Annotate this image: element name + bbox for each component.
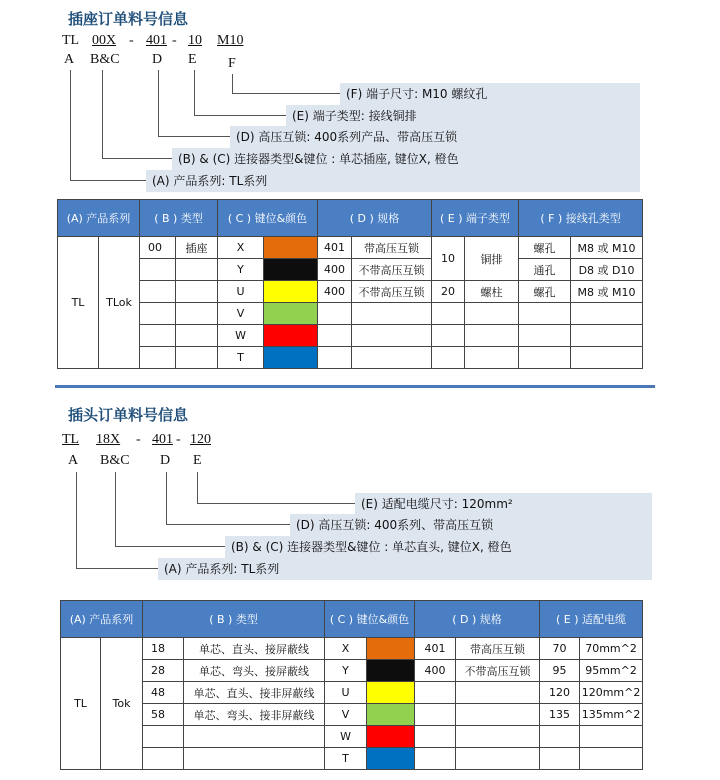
table-row xyxy=(61,704,643,726)
socket-code-part: M10 xyxy=(217,33,244,48)
table-row xyxy=(61,726,643,748)
type-code-cell: 58 xyxy=(143,704,184,726)
socket-code-part: 00X xyxy=(92,33,117,48)
hole-type-cell: 螺孔 xyxy=(519,237,571,259)
socket-code-part: TL xyxy=(62,33,80,48)
type-name-cell: 单芯、弯头、接非屏蔽线 xyxy=(184,704,325,726)
header-type: ( B ) 类型 xyxy=(140,200,218,237)
key-cell: Y xyxy=(325,660,367,682)
plug-code-part: - xyxy=(136,432,141,447)
table-row xyxy=(58,237,643,259)
hole-size-cell: D8 或 D10 xyxy=(571,259,643,281)
hole-size-cell: M8 或 M10 xyxy=(571,237,643,259)
header-spec: ( D ) 规格 xyxy=(318,200,432,237)
color-swatch-green xyxy=(264,303,318,325)
key-cell: V xyxy=(218,303,264,325)
color-swatch-blue xyxy=(264,347,318,369)
table-row xyxy=(61,660,643,682)
series-a-cell: TL xyxy=(61,638,101,770)
header-key-color: ( C ) 键位&颜色 xyxy=(325,601,415,638)
hole-type-cell: 通孔 xyxy=(519,259,571,281)
socket-code-letter: A xyxy=(64,52,75,67)
color-swatch-red xyxy=(264,325,318,347)
socket-code-letter: E xyxy=(188,52,197,67)
terminal-name-cell: 铜排 xyxy=(465,237,519,281)
type-code-cell: 48 xyxy=(143,682,184,704)
plug-legend-d: (D) 高压互锁: 400系列、带高压互锁 xyxy=(290,514,652,536)
key-cell: W xyxy=(325,726,367,748)
table-row xyxy=(61,638,643,660)
header-cable: ( E ) 适配电缆 xyxy=(540,601,643,638)
table-row xyxy=(58,347,643,369)
spec-desc-cell: 带高压互锁 xyxy=(352,237,432,259)
key-cell: X xyxy=(325,638,367,660)
section-divider xyxy=(55,385,655,388)
color-swatch-black xyxy=(264,259,318,281)
plug-code-part: TL xyxy=(62,432,80,447)
color-swatch-green xyxy=(367,704,415,726)
key-cell: T xyxy=(218,347,264,369)
color-swatch-orange xyxy=(367,638,415,660)
type-code-cell: 18 xyxy=(143,638,184,660)
socket-legend-bc: (B) & (C) 连接器类型&键位 : 单芯插座, 键位X, 橙色 xyxy=(172,148,640,170)
header-key-color: ( C ) 键位&颜色 xyxy=(218,200,318,237)
spec-code-cell: 401 xyxy=(318,237,352,259)
type-name-cell: 单芯、直头、接屏蔽线 xyxy=(184,638,325,660)
hole-size-cell: M8 或 M10 xyxy=(571,281,643,303)
type-code-cell: 00 xyxy=(140,237,176,259)
series-b-cell: TLok xyxy=(99,237,140,369)
terminal-code-cell: 20 xyxy=(432,281,465,303)
cable-code-cell: 120 xyxy=(540,682,580,704)
series-a-cell: TL xyxy=(58,237,99,369)
spec-desc-cell: 不带高压互锁 xyxy=(352,259,432,281)
header-product-series: (A) 产品系列 xyxy=(58,200,140,237)
terminal-name-cell: 螺柱 xyxy=(465,281,519,303)
plug-spec-table xyxy=(60,600,643,770)
type-code-cell: 28 xyxy=(143,660,184,682)
cable-size-cell: 135mm^2 xyxy=(580,704,643,726)
key-cell: T xyxy=(325,748,367,770)
socket-code-part: - xyxy=(129,33,134,48)
table-row xyxy=(61,682,643,704)
socket-code-part: 401 xyxy=(146,33,167,48)
header-spec: ( D ) 规格 xyxy=(415,601,540,638)
spec-desc-cell: 带高压互锁 xyxy=(456,638,540,660)
key-cell: X xyxy=(218,237,264,259)
key-cell: U xyxy=(218,281,264,303)
cable-size-cell: 95mm^2 xyxy=(580,660,643,682)
socket-code-part: - xyxy=(172,33,177,48)
header-terminal-type: ( E ) 端子类型 xyxy=(432,200,519,237)
socket-legend-e: (E) 端子类型: 接线铜排 xyxy=(286,105,640,127)
color-swatch-orange xyxy=(264,237,318,259)
table-row xyxy=(58,281,643,303)
plug-code-letter: E xyxy=(193,453,202,468)
table-row xyxy=(58,325,643,347)
plug-code-part: 401 xyxy=(152,432,173,447)
color-swatch-yellow xyxy=(367,682,415,704)
plug-legend-e: (E) 适配电缆尺寸: 120mm² xyxy=(355,493,652,515)
spec-code-cell: 400 xyxy=(318,259,352,281)
socket-code-letter: B&C xyxy=(90,52,120,67)
socket-code-letter: D xyxy=(152,52,163,67)
key-cell: V xyxy=(325,704,367,726)
cable-size-cell: 120mm^2 xyxy=(580,682,643,704)
color-swatch-red xyxy=(367,726,415,748)
plug-code-part: 18X xyxy=(96,432,121,447)
socket-legend-a: (A) 产品系列: TL系列 xyxy=(146,170,640,192)
spec-code-cell: 401 xyxy=(415,638,456,660)
plug-code-part: - xyxy=(176,432,181,447)
plug-legend-bc: (B) & (C) 连接器类型&键位 : 单芯直头, 键位X, 橙色 xyxy=(225,536,652,558)
cable-code-cell: 70 xyxy=(540,638,580,660)
cable-code-cell: 95 xyxy=(540,660,580,682)
type-name-cell: 单芯、直头、接非屏蔽线 xyxy=(184,682,325,704)
socket-section-title: 插座订单料号信息 xyxy=(68,10,189,28)
hole-type-cell: 螺孔 xyxy=(519,281,571,303)
table-row xyxy=(61,748,643,770)
cable-size-cell: 70mm^2 xyxy=(580,638,643,660)
header-type: ( B ) 类型 xyxy=(143,601,325,638)
terminal-code-cell: 10 xyxy=(432,237,465,281)
series-b-cell: Tok xyxy=(101,638,143,770)
plug-code-letter: B&C xyxy=(100,453,130,468)
table-row xyxy=(58,303,643,325)
socket-legend-f: (F) 端子尺寸: M10 螺纹孔 xyxy=(340,83,640,105)
key-cell: U xyxy=(325,682,367,704)
type-name-cell: 插座 xyxy=(176,237,218,259)
plug-code-part: 120 xyxy=(190,432,211,447)
plug-code-letter: A xyxy=(68,453,79,468)
plug-legend-a: (A) 产品系列: TL系列 xyxy=(158,558,652,580)
header-product-series: (A) 产品系列 xyxy=(61,601,143,638)
socket-code-part: 10 xyxy=(188,33,202,48)
connector-line xyxy=(76,472,158,569)
plug-code-letter: D xyxy=(160,453,171,468)
spec-code-cell: 400 xyxy=(318,281,352,303)
socket-spec-table xyxy=(57,199,643,369)
table-row xyxy=(58,259,643,281)
color-swatch-blue xyxy=(367,748,415,770)
header-hole-type: ( F ) 接线孔类型 xyxy=(519,200,643,237)
key-cell: W xyxy=(218,325,264,347)
type-name-cell: 单芯、弯头、接屏蔽线 xyxy=(184,660,325,682)
cable-code-cell: 135 xyxy=(540,704,580,726)
socket-legend-d: (D) 高压互锁: 400系列产品、带高压互锁 xyxy=(230,126,640,148)
spec-desc-cell: 不带高压互锁 xyxy=(352,281,432,303)
spec-desc-cell: 不带高压互锁 xyxy=(456,660,540,682)
color-swatch-yellow xyxy=(264,281,318,303)
plug-section-title: 插头订单料号信息 xyxy=(68,406,189,424)
color-swatch-black xyxy=(367,660,415,682)
socket-code-letter: F xyxy=(228,56,236,71)
connector-line xyxy=(70,70,146,181)
spec-code-cell: 400 xyxy=(415,660,456,682)
key-cell: Y xyxy=(218,259,264,281)
